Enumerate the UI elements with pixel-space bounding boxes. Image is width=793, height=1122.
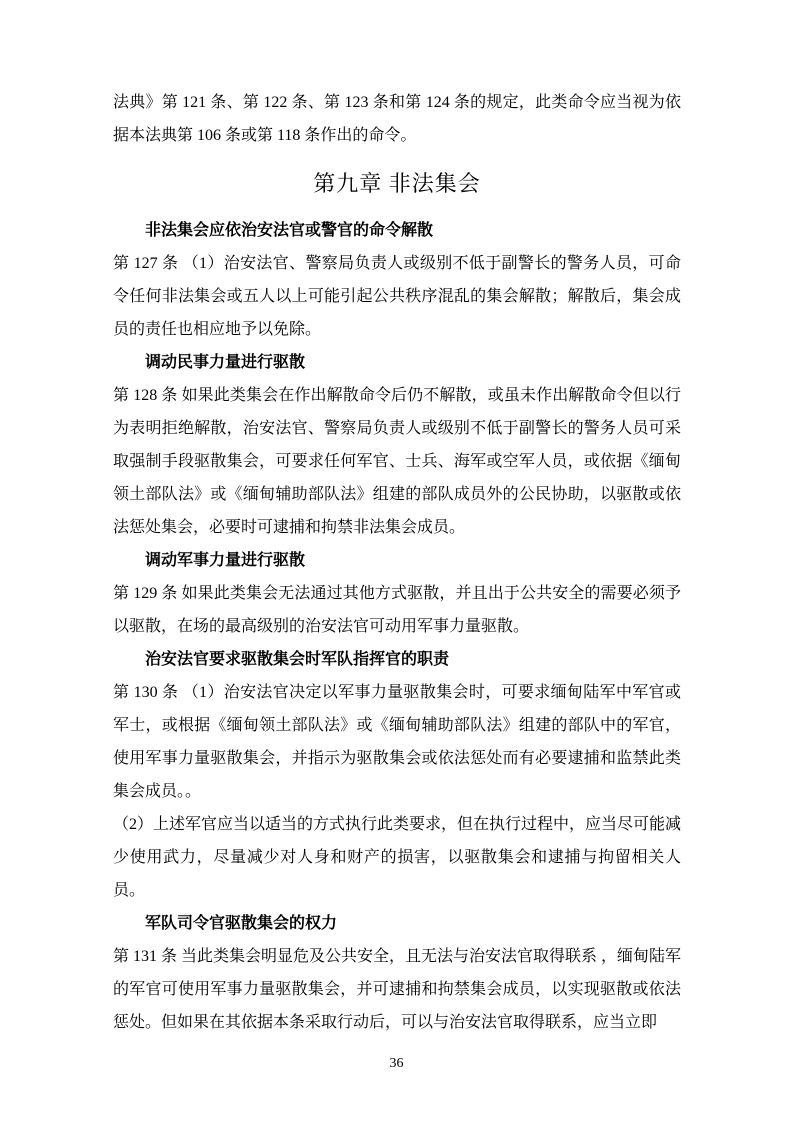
chapter-title: 第九章 非法集会 — [313, 171, 481, 196]
section-heading: 调动军事力量进行驱散 — [145, 552, 306, 569]
article-130-paragraph-2: （2）上述军官应当以适当的方式执行此类要求，但在执行过程中，应当尽可能减少使用武力，尽量减少对人身和财产的损害，以驱散集会和逮捕与拘留相关人员。 — [113, 816, 682, 899]
section-heading: 非法集会应依治安法官或警官的命令解散 — [145, 222, 434, 239]
article-129-paragraph: 第 129 条 如果此类集会无法通过其他方式驱散，并且出于公共安全的需要必须予以驱散，在场的最高级别的治安法官可动用军事力量驱散。 — [113, 585, 681, 635]
article-127-paragraph: 第 127 条 （1）治安法官、警察局负责人或级别不低于副警长的警务人员，可命令任何非法集会或五人以上可能引起公共秩序混乱的集会解散；解散后，集会成员的责任也相应地予以免除。 — [113, 255, 681, 338]
section-unlawful-assembly-dispersal — [113, 214, 681, 346]
page-number: 36 — [389, 1056, 404, 1071]
section-commander-power — [113, 907, 681, 1039]
paragraph-continuation: 法典》第 121 条、第 122 条、第 123 条和第 124 条的规定，此类命令应当视为依据本法典第 106 条或第 118 条作出的命令。 — [113, 94, 681, 144]
section-civil-force-dispersal — [113, 346, 681, 544]
article-130-paragraph-1: 第 130 条 （1）治安法官决定以军事力量驱散集会时，可要求缅甸陆军中军官或军士，或根据《缅甸领土部队法》或《缅甸辅助部队法》组建的部队中的军官，使用军事力量驱散集会，并指示为驱散集会或依法惩处而有必要逮捕和监禁此类集会成员。。 — [113, 684, 681, 800]
section-heading: 军队司令官驱散集会的权力 — [145, 915, 338, 932]
article-131-paragraph: 第 131 条 当此类集会明显危及公共安全，且无法与治安法官取得联系 ，缅甸陆军的军官可使用军事力量驱散集会，并可逮捕和拘禁集会成员，以实现驱散或依法惩处。但如果在其依据本条采取行动后，可以与治安法官取得联系，应当立即 — [113, 948, 682, 1031]
section-heading: 调动民事力量进行驱散 — [145, 354, 306, 371]
section-commander-duty — [113, 643, 681, 907]
section-military-force-dispersal — [113, 544, 681, 643]
article-128-paragraph: 第 128 条 如果此类集会在作出解散命令后仍不解散，或虽未作出解散命令但以行为表明拒绝解散，治安法官、警察局负责人或级别不低于副警长的警务人员可采取强制手段驱散集会，可要求任何军官、士兵、海军或空军人员，或依据《缅甸领土部队法》或《缅甸辅助部队法》组建的部队成员外的公民协助，以驱散或依法惩处集会，必要时可逮捕和拘禁非法集会成员。 — [113, 387, 681, 536]
section-heading: 治安法官要求驱散集会时军队指挥官的职责 — [145, 651, 450, 668]
